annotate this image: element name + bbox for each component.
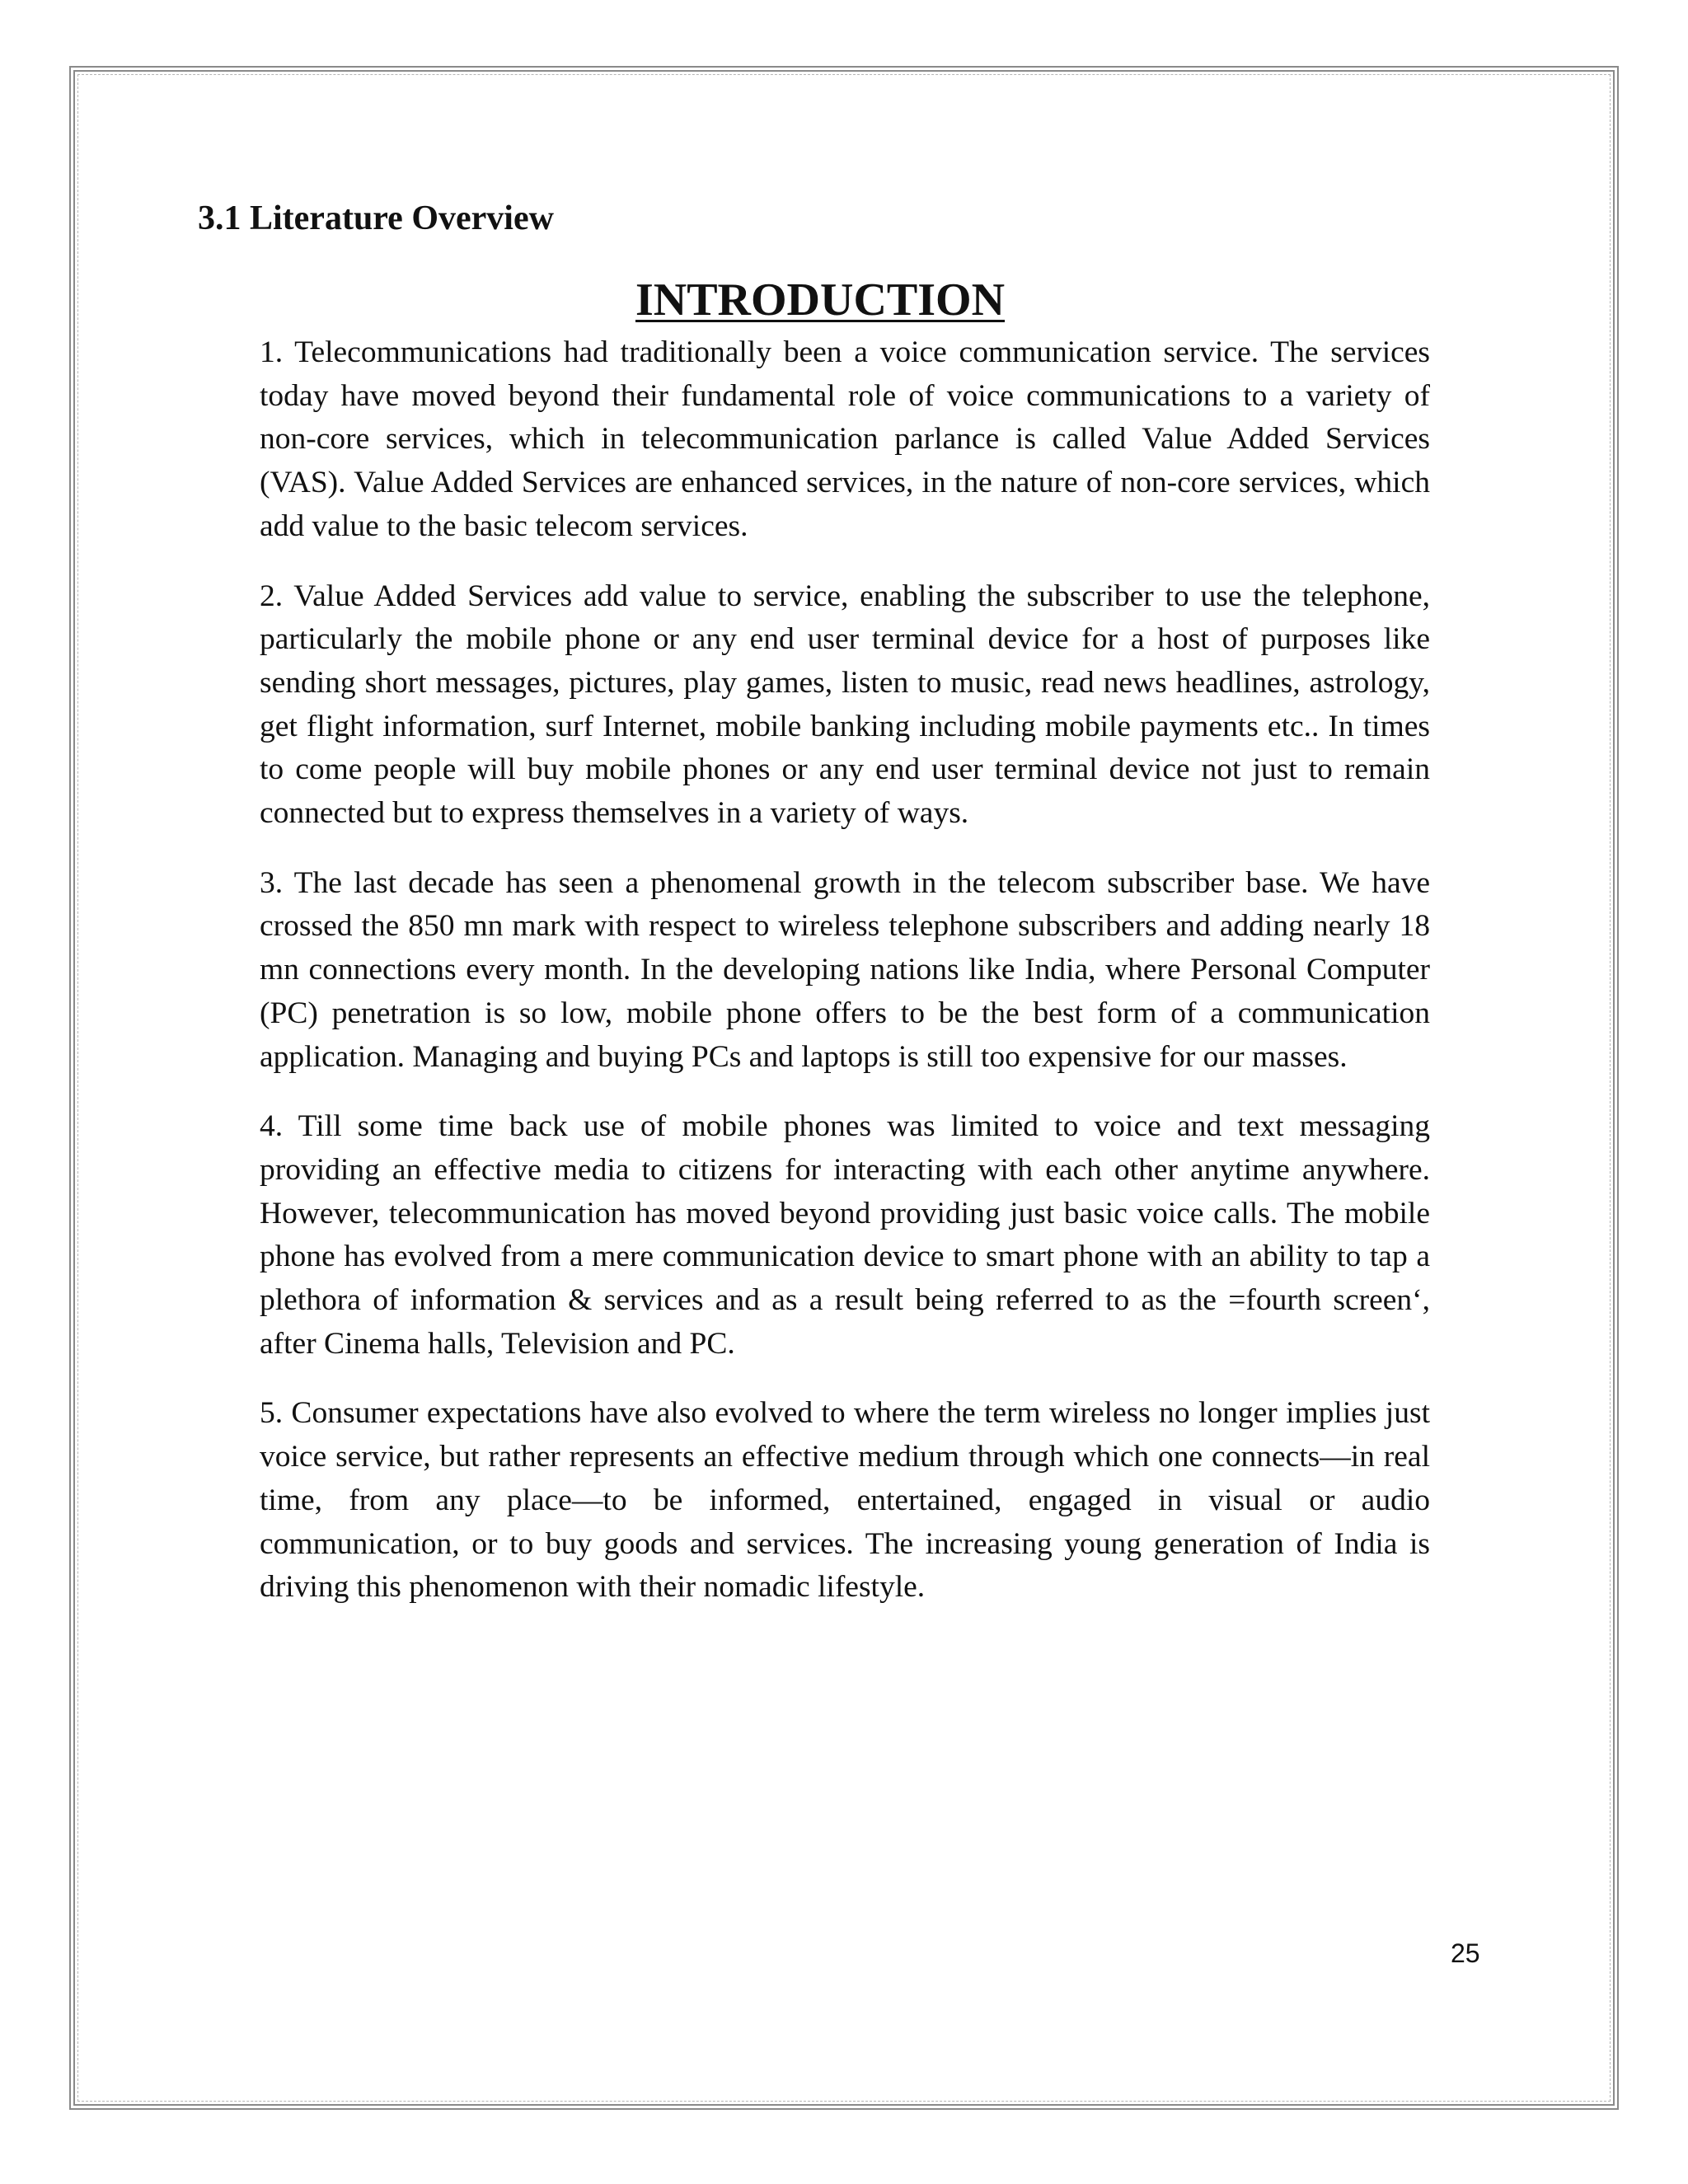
paragraph-1: 1. Telecommunications had traditionally been a voice communication service. The services today have moved beyond their fundamental role of voice communications to a variety of non-core services, which in telecommunication parlance is called Value Added Services (VAS). Value Added Services are enhanced services, in the nature of non-core services, which add value to the basic telecom services. xyxy=(260,335,1430,543)
section-heading: 3.1 Literature Overview xyxy=(198,199,554,237)
body-text xyxy=(260,331,1430,1636)
paragraph-3: 3. The last decade has seen a phenomenal growth in the telecom subscriber base. We have crossed the 850 mn mark with respect to wireless telephone subscribers and adding nearly 18 mn connections every month. In the developing nations like India, where Personal Computer (PC) penetration is so low, mobile phone offers to be the best form of a communication application. Managing and buying PCs and laptops is still too expensive for our masses. xyxy=(260,865,1430,1074)
paragraph-2: 2. Value Added Services add value to service, enabling the subscriber to use the telephone, particularly the mobile phone or any end user terminal device for a host of purposes like sending short messages, pictures, play games, listen to music, read news headlines, astrology, get flight information, surf Internet, mobile banking including mobile payments etc.. In times to come people will buy mobile phones or any end user terminal device not just to remain connected but to express themselves in a variety of ways. xyxy=(260,579,1430,831)
paragraph-5: 5. Consumer expectations have also evolved to where the term wireless no longer implies just voice service, but rather represents an effective medium through which one connects—in real time, from any place—to be informed, entertained, engaged in visual or audio communication, or to buy goods and services. The increasing young generation of India is driving this phenomenon with their nomadic lifestyle. xyxy=(260,1396,1430,1605)
paragraph-4: 4. Till some time back use of mobile phones was limited to voice and text messaging providing an effective media to citizens for interacting with each other anytime anywhere. However, telecommunication has moved beyond providing just basic voice calls. The mobile phone has evolved from a mere communication device to smart phone with an ability to tap a plethora of information & services and as a result being referred to as the =fourth screen‘, after Cinema halls, Television and PC. xyxy=(260,1109,1430,1361)
page-number: 25 xyxy=(1451,1938,1480,1968)
page-title: INTRODUCTION xyxy=(635,274,1006,326)
